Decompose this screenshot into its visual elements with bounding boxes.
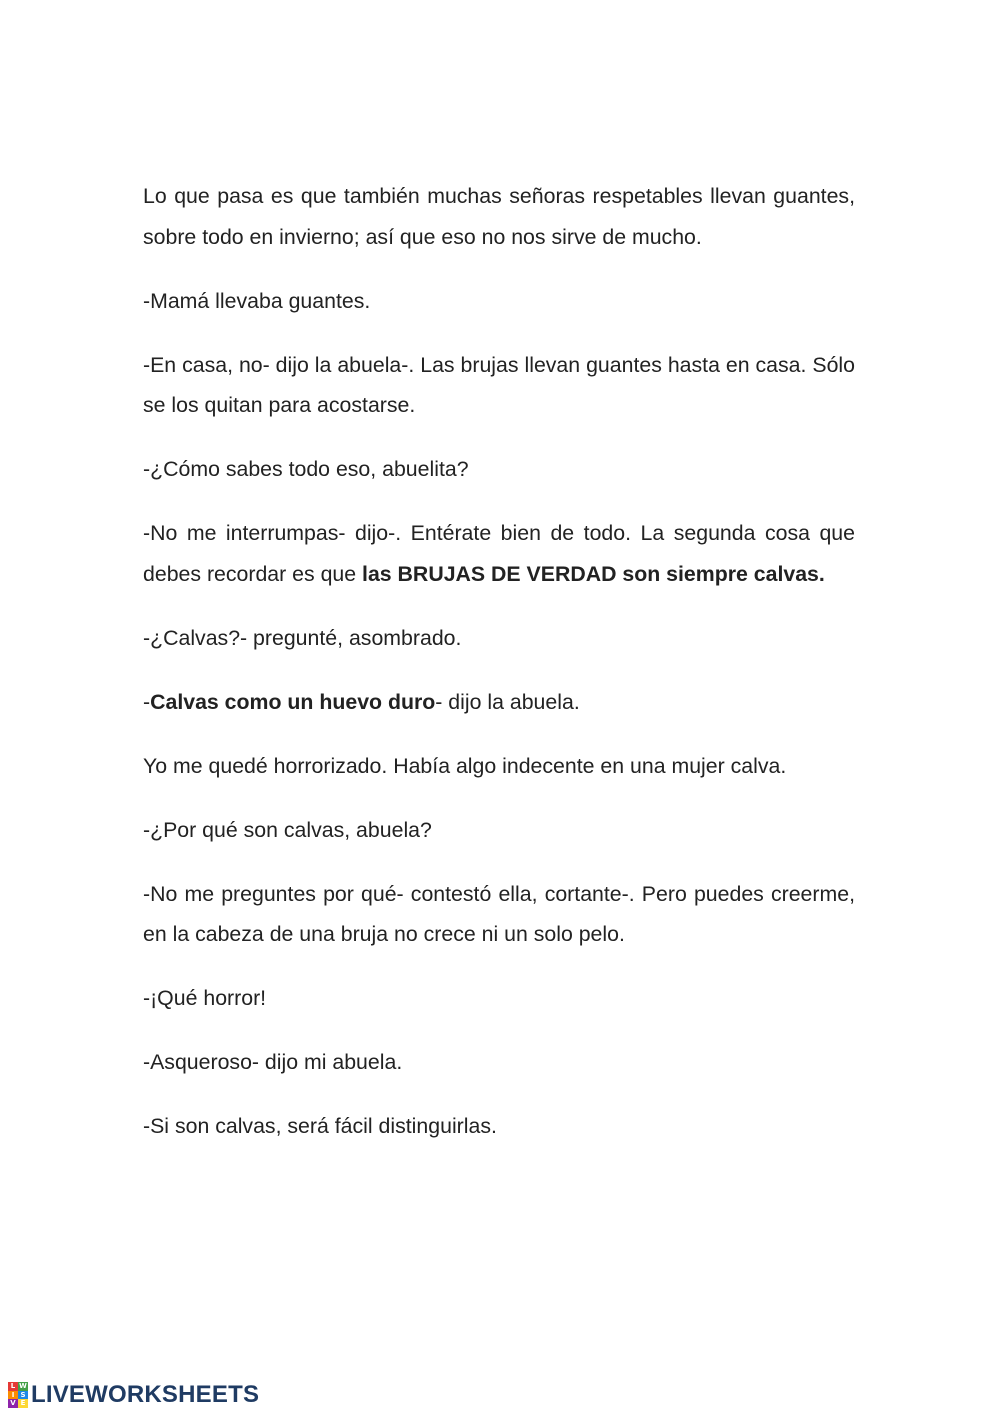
logo-text: LIVEWORKSHEETS — [31, 1381, 260, 1408]
paragraph-12: -Asqueroso- dijo mi abuela. — [143, 1050, 403, 1074]
paragraph-11: -¡Qué horror! — [143, 986, 267, 1010]
logo-mark-icon — [8, 1382, 28, 1408]
paragraph-1: Lo que pasa es que también muchas señoras respetables llevan guantes, sobre todo en invierno; así que eso no nos sirve de mucho. — [143, 184, 855, 249]
paragraph-7-prefix: - — [143, 689, 151, 714]
paragraph-4: -¿Cómo sabes todo eso, abuelita? — [143, 457, 469, 481]
logo-mark-letter: L — [8, 1382, 18, 1391]
logo-mark-letter: W — [19, 1382, 27, 1390]
paragraph-2: -Mamá llevaba guantes. — [143, 288, 371, 313]
logo-mark-letter: S — [18, 1391, 28, 1400]
paragraph-10: -No me preguntes por qué- contestó ella, cortante-. Pero puedes creerme, en la cabeza de una bruja no crece ni un solo pelo. — [143, 881, 855, 946]
logo-mark-letter: E — [18, 1399, 28, 1408]
paragraph-7-suffix: - dijo la abuela. — [435, 689, 580, 714]
paragraph-6: -¿Calvas?- pregunté, asombrado. — [143, 625, 462, 650]
paragraph-5-text: -No me interrumpas- dijo-. Entérate bien de todo. La segunda cosa que debes recordar es que — [143, 521, 855, 586]
paragraph-3: -En casa, no- dijo la abuela-. Las brujas llevan guantes hasta en casa. Sólo se los quitan para acostarse. — [143, 352, 855, 417]
paragraph-7-bold: Calvas como un huevo duro — [150, 689, 436, 714]
paragraph-13: -Si son calvas, será fácil distinguirlas. — [143, 1114, 497, 1138]
logo-mark-letter: I — [8, 1391, 18, 1400]
document-body — [143, 176, 855, 1170]
paragraph-7 — [143, 682, 855, 723]
logo-mark-letter: V — [8, 1399, 18, 1408]
paragraph-5 — [143, 513, 855, 594]
paragraph-8: Yo me quedé horrorizado. Había algo indecente en una mujer calva. — [143, 753, 787, 778]
paragraph-5-bold: las BRUJAS DE VERDAD son siempre calvas. — [362, 561, 825, 586]
paragraph-9: -¿Por qué son calvas, abuela? — [143, 817, 432, 842]
liveworksheets-logo[interactable] — [8, 1380, 259, 1410]
